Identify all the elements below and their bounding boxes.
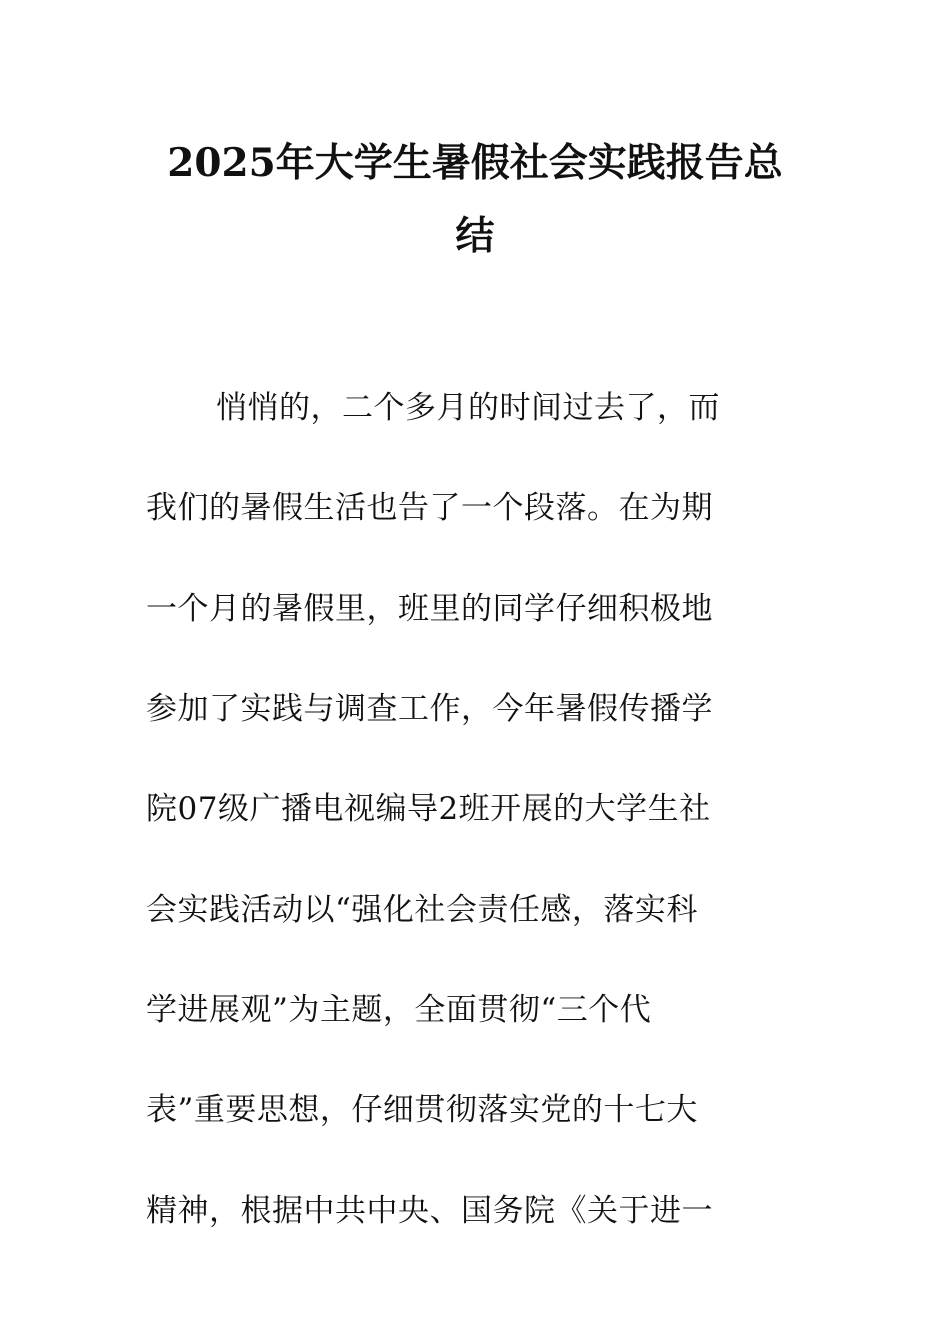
paragraph-line-8: 表”重要思想，仔细贯彻落实党的十七大 [146, 1092, 698, 1128]
paragraph-line-1: 悄悄的，二个多月的时间过去了，而 [216, 390, 720, 426]
paragraph-line-3: 一个月的暑假里，班里的同学仔细积极地 [146, 591, 713, 627]
paragraph-line-4: 参加了实践与调查工作，今年暑假传播学 [146, 691, 713, 727]
document-title-line-1: 2025年大学生暑假社会实践报告总 [167, 140, 783, 186]
paragraph-line-9: 精神，根据中共中央、国务院《关于进一 [146, 1193, 713, 1229]
paragraph-line-2: 我们的暑假生活也告了一个段落。在为期 [146, 490, 713, 526]
paragraph-line-5: 院07级广播电视编导2班开展的大学生社 [146, 791, 711, 827]
paragraph-line-7: 学进展观”为主题，全面贯彻“三个代 [146, 992, 652, 1028]
paragraph-line-6: 会实践活动以“强化社会责任感，落实科 [146, 892, 698, 928]
document-title-line-2: 结 [455, 213, 495, 259]
